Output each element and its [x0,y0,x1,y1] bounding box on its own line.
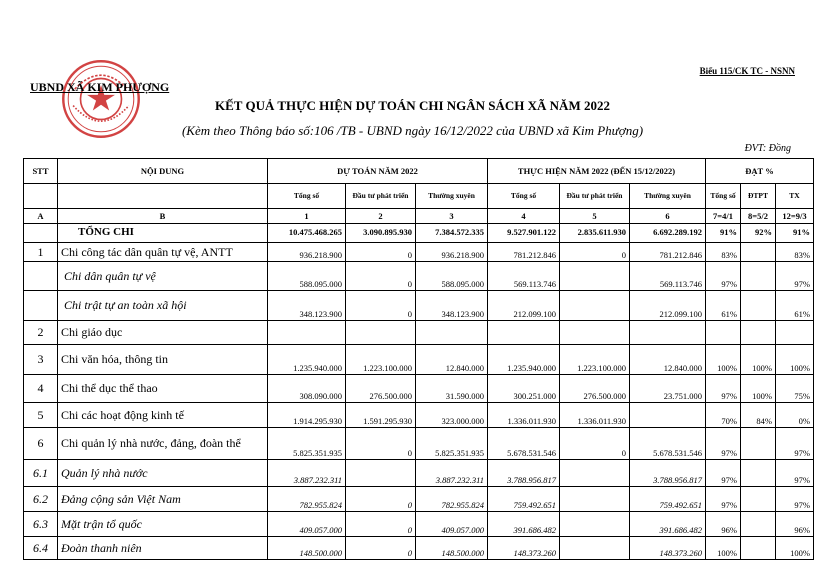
row-value-cell: 1.336.011.930 [560,403,630,428]
row-value-cell: 308.090.000 [268,375,346,403]
row-stt: 6.4 [24,537,58,560]
sub-regular-header: Thường xuyên [630,184,706,209]
row-label: Chi thể dục thể thao [58,375,268,403]
total-value-cell: 2.835.611.930 [560,224,630,243]
row-label: Chi văn hóa, thông tin [58,345,268,375]
row-value-cell [346,321,416,345]
row-value-cell: 3.788.956.817 [488,460,560,487]
row-value-cell [741,321,776,345]
row-stt [24,291,58,321]
column-index-cell: 3 [416,209,488,224]
row-value-cell: 323.000.000 [416,403,488,428]
row-value-cell: 348.123.900 [268,291,346,321]
row-value-cell: 96% [706,512,741,537]
row-value-cell: 97% [706,428,741,460]
total-row [24,224,814,243]
column-index-cell: A [24,209,58,224]
sub-total-header: Tổng số [268,184,346,209]
column-index-cell: 12=9/3 [776,209,814,224]
row-value-cell: 1.914.295.930 [268,403,346,428]
total-value-cell: 6.692.289.192 [630,224,706,243]
row-value-cell: 0 [346,428,416,460]
row-value-cell [488,321,560,345]
row-label: Mặt trận tổ quốc [58,512,268,537]
row-value-cell [741,537,776,560]
row-value-cell: 0 [346,487,416,512]
total-value-cell: 10.475.468.265 [268,224,346,243]
column-index-cell: 2 [346,209,416,224]
row-stt: 5 [24,403,58,428]
row-value-cell: 0 [346,262,416,291]
row-label: Chi quản lý nhà nước, đảng, đoàn thể [58,428,268,460]
report-title: KẾT QUẢ THỰC HIỆN DỰ TOÁN CHI NGÂN SÁCH XÃ NĂM 2022 [215,98,610,113]
budget-table [23,158,814,560]
row-value-cell: 70% [706,403,741,428]
row-value-cell: 84% [741,403,776,428]
row-value-cell: 148.500.000 [416,537,488,560]
row-stt: 1 [24,243,58,262]
row-value-cell: 83% [776,243,814,262]
table-row [24,428,814,460]
table-row [24,487,814,512]
row-value-cell [560,262,630,291]
row-stt: 6.2 [24,487,58,512]
row-value-cell: 0 [560,243,630,262]
row-value-cell: 1.223.100.000 [560,345,630,375]
row-value-cell: 569.113.746 [488,262,560,291]
row-value-cell [741,428,776,460]
row-value-cell: 148.373.260 [630,537,706,560]
row-value-cell [741,460,776,487]
row-value-cell: 100% [741,375,776,403]
sub-regular-header: Thường xuyên [416,184,488,209]
row-value-cell: 391.686.482 [630,512,706,537]
row-value-cell: 1.336.011.930 [488,403,560,428]
col-content-header: NỘI DUNG [58,159,268,184]
row-value-cell: 75% [776,375,814,403]
row-stt: 4 [24,375,58,403]
row-value-cell: 148.500.000 [268,537,346,560]
column-index-cell: 4 [488,209,560,224]
row-value-cell: 588.095.000 [416,262,488,291]
row-value-cell: 61% [706,291,741,321]
report-subtitle: (Kèm theo Thông báo số:106 /TB - UBND ngày 16/12/2022 của UBND xã Kim Phượng) [181,123,644,138]
total-value-cell: 9.527.901.122 [488,224,560,243]
row-value-cell: 1.223.100.000 [346,345,416,375]
row-value-cell: 0% [776,403,814,428]
row-value-cell: 212.099.100 [630,291,706,321]
row-value-cell: 759.492.651 [630,487,706,512]
table-row [24,512,814,537]
total-value-cell: 92% [741,224,776,243]
row-value-cell: 5.825.351.935 [416,428,488,460]
total-value-cell: 3.090.895.930 [346,224,416,243]
header-row-2 [24,184,814,209]
row-value-cell: 12.840.000 [416,345,488,375]
header-row-1 [24,159,814,184]
row-value-cell: 0 [346,291,416,321]
row-value-cell: 97% [776,460,814,487]
table-row [24,262,814,291]
sub-total-header: Tổng số [488,184,560,209]
row-value-cell [416,321,488,345]
row-value-cell: 31.590.000 [416,375,488,403]
row-label: Chi công tác dân quân tự vệ, ANTT [58,243,268,262]
unit-label: ĐVT: Đồng [744,143,791,154]
total-label: TỔNG CHI [58,224,268,243]
col-stt-header: STT [24,159,58,184]
group-ratio-header: ĐẠT % [706,159,814,184]
row-label: Chi giáo dục [58,321,268,345]
row-value-cell: 100% [706,345,741,375]
row-value-cell: 212.099.100 [488,291,560,321]
row-value-cell: 5.825.351.935 [268,428,346,460]
row-value-cell: 3.788.956.817 [630,460,706,487]
row-value-cell [741,262,776,291]
column-index-cell: 1 [268,209,346,224]
row-value-cell [560,321,630,345]
row-value-cell: 588.095.000 [268,262,346,291]
row-value-cell: 0 [560,428,630,460]
row-value-cell: 0 [346,243,416,262]
table-row [24,291,814,321]
row-label: Chi trật tự an toàn xã hội [58,291,268,321]
row-value-cell [560,460,630,487]
row-label: Chi các hoạt động kinh tế [58,403,268,428]
row-value-cell [741,512,776,537]
column-index-cell: 8=5/2 [741,209,776,224]
row-value-cell: 3.887.232.311 [268,460,346,487]
total-value-cell: 91% [776,224,814,243]
row-label: Chi dân quân tự vệ [58,262,268,291]
column-index-row [24,209,814,224]
total-value-cell: 91% [706,224,741,243]
row-value-cell: 782.955.824 [268,487,346,512]
row-value-cell: 100% [776,537,814,560]
row-value-cell: 148.373.260 [488,537,560,560]
row-value-cell: 100% [706,537,741,560]
row-value-cell: 0 [346,537,416,560]
row-value-cell [560,487,630,512]
column-index-cell: 5 [560,209,630,224]
row-value-cell: 5.678.531.546 [630,428,706,460]
total-value-cell: 7.384.572.335 [416,224,488,243]
row-value-cell: 97% [776,487,814,512]
row-value-cell: 409.057.000 [268,512,346,537]
row-value-cell: 97% [706,262,741,291]
row-value-cell: 3.887.232.311 [416,460,488,487]
row-value-cell: 1.235.940.000 [488,345,560,375]
row-label: Đoàn thanh niên [58,537,268,560]
row-value-cell: 12.840.000 [630,345,706,375]
table-row [24,321,814,345]
row-value-cell: 97% [776,262,814,291]
table-row [24,460,814,487]
row-value-cell: 5.678.531.546 [488,428,560,460]
sub-dev-header: Đầu tư phát triển [560,184,630,209]
row-stt: 6 [24,428,58,460]
row-value-cell: 759.492.651 [488,487,560,512]
row-value-cell [346,460,416,487]
row-value-cell: 409.057.000 [416,512,488,537]
row-value-cell [741,487,776,512]
row-value-cell [741,291,776,321]
row-value-cell: 1.591.295.930 [346,403,416,428]
sub-ratio-tx-header: TX [776,184,814,209]
row-stt: 3 [24,345,58,375]
row-value-cell [560,291,630,321]
row-value-cell: 23.751.000 [630,375,706,403]
row-value-cell: 97% [706,460,741,487]
form-code: Biểu 115/CK TC - NSNN [699,66,795,76]
sub-ratio-total-header: Tổng số [706,184,741,209]
row-value-cell [741,243,776,262]
row-value-cell: 276.500.000 [346,375,416,403]
row-value-cell: 276.500.000 [560,375,630,403]
row-value-cell: 936.218.900 [416,243,488,262]
row-value-cell: 300.251.000 [488,375,560,403]
row-value-cell [268,321,346,345]
table-row [24,375,814,403]
row-value-cell: 97% [706,487,741,512]
column-index-cell: 7=4/1 [706,209,741,224]
row-value-cell [776,321,814,345]
row-value-cell: 391.686.482 [488,512,560,537]
row-value-cell [560,537,630,560]
sub-ratio-dev-header: ĐTPT [741,184,776,209]
row-value-cell: 348.123.900 [416,291,488,321]
row-value-cell: 61% [776,291,814,321]
row-value-cell [630,403,706,428]
row-value-cell [630,321,706,345]
row-stt: 6.1 [24,460,58,487]
row-stt: 6.3 [24,512,58,537]
row-value-cell: 0 [346,512,416,537]
row-label: Đảng cộng sản Việt Nam [58,487,268,512]
row-value-cell [706,321,741,345]
table-row [24,243,814,262]
row-value-cell: 782.955.824 [416,487,488,512]
row-value-cell: 781.212.846 [488,243,560,262]
row-value-cell: 96% [776,512,814,537]
row-stt [24,262,58,291]
row-value-cell: 100% [776,345,814,375]
row-value-cell: 100% [741,345,776,375]
table-row [24,345,814,375]
row-value-cell: 97% [776,428,814,460]
issuing-authority: UBND XÃ KIM PHƯỢNG [30,80,170,94]
row-value-cell: 936.218.900 [268,243,346,262]
group-actual-header: THỰC HIỆN NĂM 2022 (ĐẾN 15/12/2022) [488,159,706,184]
row-value-cell: 1.235.940.000 [268,345,346,375]
table-row [24,403,814,428]
row-value-cell: 569.113.746 [630,262,706,291]
row-value-cell: 781.212.846 [630,243,706,262]
column-index-cell: B [58,209,268,224]
table-row [24,537,814,560]
row-value-cell [560,512,630,537]
sub-dev-header: Đầu tư phát triển [346,184,416,209]
column-index-cell: 6 [630,209,706,224]
row-stt: 2 [24,321,58,345]
row-value-cell: 97% [706,375,741,403]
row-label: Quản lý nhà nước [58,460,268,487]
group-estimate-header: DỰ TOÁN NĂM 2022 [268,159,488,184]
row-value-cell: 83% [706,243,741,262]
